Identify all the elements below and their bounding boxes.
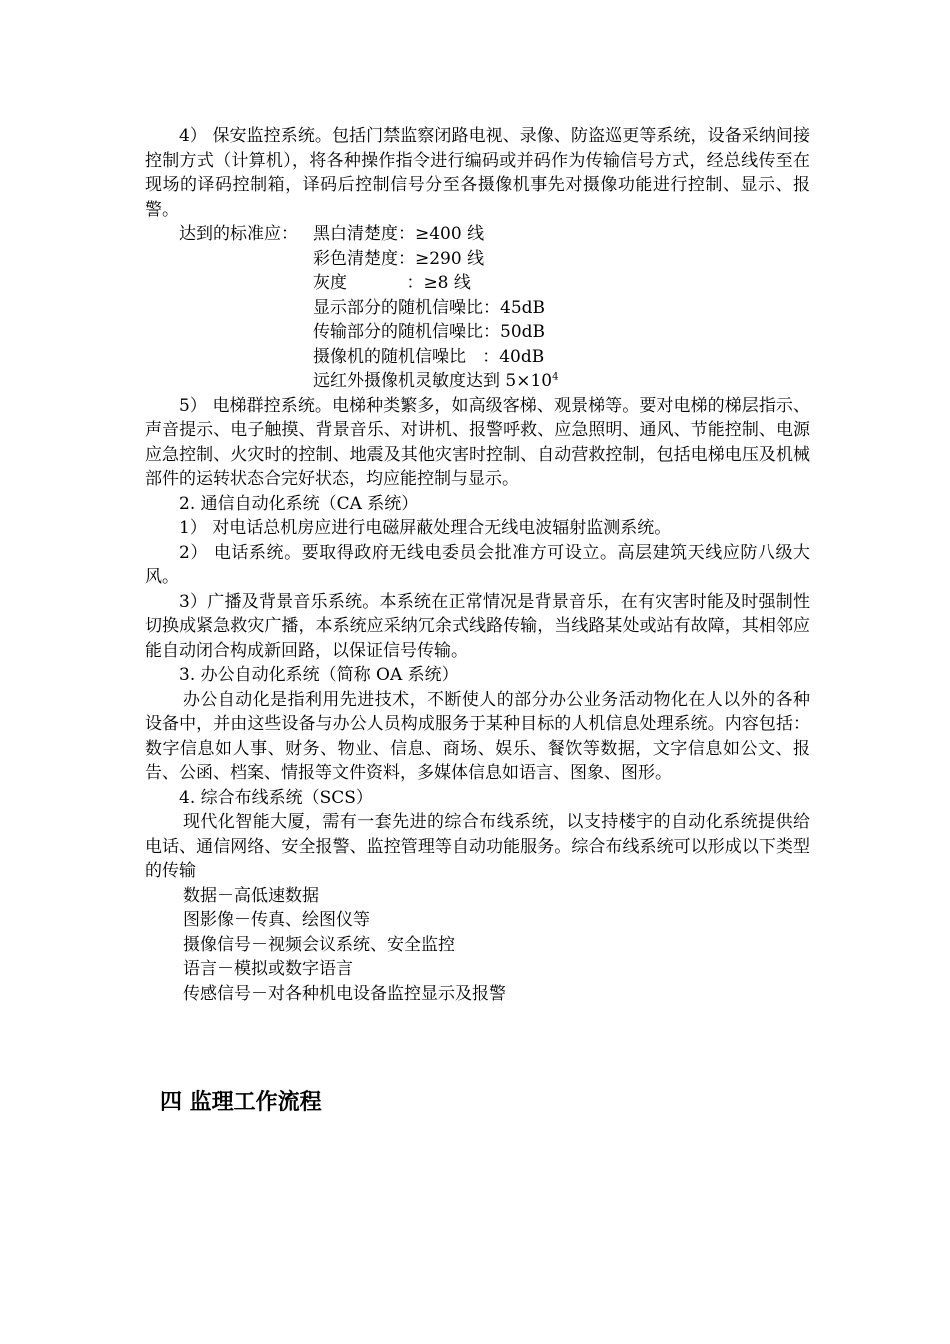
scs-paragraph: 现代化智能大厦，需有一套先进的综合布线系统，以支持楼宇的自动化系统提供给电话、通信网络、安全报警、监控管理等自动功能服务。综合布线系统可以形成以下类型的传输 [145, 812, 810, 881]
ca-section-heading: 2. 通信自动化系统（CA 系统） [179, 493, 419, 514]
oa-paragraph: 办公自动化是指利用先进技术，不断使人的部分办公业务活动物化在人以外的各种设备中，并由这些设备与办公人员构成服务于某种目标的人机信息处理系统。内容包括：数字信息如人事、财务、物业、信息、商场、娱乐、餐饮等数据，文字信息如公文、报告、公函、档案、情报等文件资料，多媒体信息如语言、图象、图形。 [145, 689, 810, 783]
scs-section-heading: 4. 综合布线系统（SCS） [179, 787, 373, 808]
document-body [145, 124, 810, 1006]
standard-transmission-snr: 传输部分的随机信噪比：50dB [313, 322, 546, 342]
ca-item: 3）广播及背景音乐系统。本系统在正常情况是背景音乐，在有灾害时能及时强制性切换成紧急救灾广播，本系统应采纳冗余式线路传输，当线路某处或站有故障，其相邻应能自动闭合构成新回路，以保证信号传输。 [145, 591, 810, 661]
standard-bw-clarity: 黑白清楚度：≥400 线 [313, 224, 485, 244]
scs-type-item: 数据－高低速数据 [183, 885, 319, 906]
standard-display-snr: 显示部分的随机信噪比：45dB [313, 297, 546, 318]
standard-ir-sensitivity [145, 369, 810, 394]
section-heading-workflow: 四 监理工作流程 [160, 1090, 322, 1115]
standard-color-clarity: 彩色清楚度：≥290 线 [313, 248, 485, 269]
scs-type-item: 传感信号－对各种机电设备监控显示及报警 [183, 983, 506, 1004]
scs-type-item: 图影像－传真、绘图仪等 [183, 910, 370, 930]
standard-camera-snr: 摄像机的随机信噪比 ：40dB [313, 346, 545, 367]
security-system-paragraph: 4） 保安监控系统。包括门禁监察闭路电视、录像、防盗巡更等系统，设备采纳间接控制方式（计算机），将各种操作指令进行编码或并码作为传输信号方式，经总线传至在现场的译码控制箱，译码后控制信号分至各摄像机事先对摄像功能进行控制、显示、报警。 [145, 126, 810, 220]
ca-item: 2） 电话系统。要取得政府无线电委员会批准方可设立。高层建筑天线应防八级大风。 [145, 542, 810, 587]
ir-sensitivity-text: 远红外摄像机灵敏度达到 5×10 [313, 371, 553, 391]
ca-item: 1） 对电话总机房应进行电磁屏蔽处理合无线电波辐射监测系统。 [179, 518, 672, 538]
scs-type-item: 摄像信号－视频会议系统、安全监控 [183, 934, 455, 955]
standards-first-row [145, 222, 810, 247]
standards-lead: 达到的标准应： [179, 224, 298, 244]
standard-grayscale: 灰度 ：≥8 线 [313, 273, 471, 293]
ir-sensitivity-exponent: 4 [552, 371, 559, 383]
oa-section-heading: 3. 办公自动化系统（简称 OA 系统） [179, 665, 459, 685]
scs-type-item: 语言－模拟或数字语言 [183, 959, 353, 979]
elevator-system-paragraph: 5） 电梯群控系统。电梯种类繁多，如高级客梯、观景梯等。要对电梯的梯层指示、声音提示、电子触摸、背景音乐、对讲机、报警呼救、应急照明、通风、节能控制、电源应急控制、火灾时的控制、地震及其他灾害时控制、自动营救控制，包括电梯电压及机械部件的运转状态合完好状态，均应能控制与显示。 [145, 395, 810, 489]
